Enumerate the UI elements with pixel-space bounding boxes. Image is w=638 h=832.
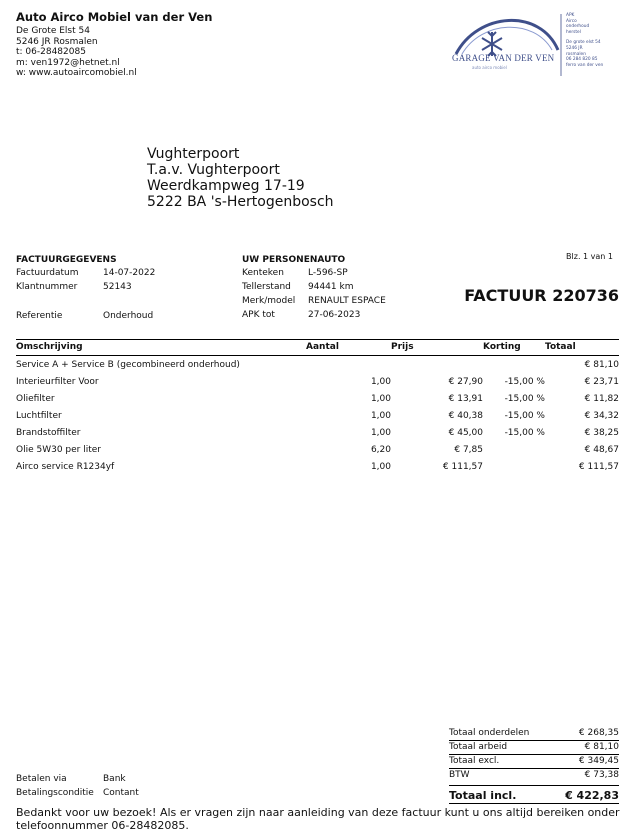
logo-brand: GARAGE VAN DER VEN xyxy=(452,53,555,63)
vat-value: € 73,38 xyxy=(584,770,619,780)
reference-label: Referentie xyxy=(16,311,63,321)
table-row: Brandstoffilter 1,00 € 45,00 -15,00 % € 38,25 xyxy=(16,427,619,438)
apk-value: 27-06-2023 xyxy=(308,310,361,320)
grand-total-underline xyxy=(449,803,619,804)
page-indicator: Blz. 1 van 1 xyxy=(566,252,613,261)
company-city: 5246 JR Rosmalen xyxy=(16,36,98,47)
total-excl-row xyxy=(449,756,619,769)
company-website: w: www.autoaircomobiel.nl xyxy=(16,68,137,78)
total-excl-value: € 349,45 xyxy=(578,756,619,766)
recipient-street: Weerdkampweg 17-19 xyxy=(147,178,305,194)
recipient-attention: T.a.v. Vughterpoort xyxy=(147,162,280,178)
payment-method-value: Bank xyxy=(103,774,126,784)
car-info-heading: UW PERSONENAUTO xyxy=(242,255,346,265)
odometer-label: Tellerstand xyxy=(242,282,291,292)
items-table xyxy=(16,339,619,475)
col-total: Totaal xyxy=(545,340,619,356)
footer-line-2: telefoonnummer 06-28482085. xyxy=(16,819,189,832)
table-row: Luchtfilter 1,00 € 40,38 -15,00 % € 34,32 xyxy=(16,410,619,421)
invoice-info-heading: FACTUURGEGEVENS xyxy=(16,255,117,265)
license-plate-label: Kenteken xyxy=(242,268,284,278)
grand-total-rule xyxy=(449,785,619,786)
table-header-row xyxy=(16,340,619,356)
recipient-city: 5222 BA 's-Hertogenbosch xyxy=(147,194,334,210)
odometer-value: 94441 km xyxy=(308,282,354,292)
total-parts-row xyxy=(449,728,619,741)
invoice-date-value: 14-07-2022 xyxy=(103,268,156,278)
logo-side-text: APK Airco onderhoud herstel De grote elst 54 5246 JR rosmalen 06 284 820 85 ferro van der ven xyxy=(566,13,604,68)
payment-terms-value: Contant xyxy=(103,788,139,798)
invoice-title: FACTUUR 220736 xyxy=(464,286,619,305)
company-street: De Grote Elst 54 xyxy=(16,26,90,36)
invoice-date-label: Factuurdatum xyxy=(16,268,79,278)
apk-label: APK tot xyxy=(242,310,275,320)
total-parts-value: € 268,35 xyxy=(578,728,619,738)
payment-terms-label: Betalingsconditie xyxy=(16,788,94,798)
vat-label: BTW xyxy=(449,770,470,780)
total-labor-row xyxy=(449,742,619,755)
col-price: Prijs xyxy=(391,340,483,356)
company-logo xyxy=(448,10,626,80)
grand-total-label: Totaal incl. xyxy=(449,789,517,802)
customer-number-value: 52143 xyxy=(103,282,132,292)
footer-note xyxy=(16,806,626,832)
recipient-name: Vughterpoort xyxy=(147,146,240,162)
grand-total-row xyxy=(449,789,619,802)
table-row: Interieurfilter Voor 1,00 € 27,90 -15,00 % € 23,71 xyxy=(16,376,619,387)
company-phone: t: 06-28482085 xyxy=(16,47,86,57)
table-row: Airco service R1234yf 1,00 € 111,57 € 111,57 xyxy=(16,461,619,472)
recipient-address xyxy=(147,146,334,210)
reference-value: Onderhoud xyxy=(103,311,154,321)
total-labor-value: € 81,10 xyxy=(584,742,619,752)
make-model-value: RENAULT ESPACE xyxy=(308,296,386,306)
grand-total-value: € 422,83 xyxy=(565,789,619,802)
payment-method-label: Betalen via xyxy=(16,774,67,784)
license-plate-value: L-596-SP xyxy=(308,268,348,278)
logo-tagline: auto airco mobiel xyxy=(472,65,507,70)
table-row: Olie 5W30 per liter 6,20 € 7,85 € 48,67 xyxy=(16,444,619,455)
col-discount: Korting xyxy=(483,340,545,356)
footer-line-1: Bedankt voor uw bezoek! Als er vragen zijn naar aanleiding van deze factuur kunt u ons altijd bereiken onder xyxy=(16,806,620,819)
table-row: Oliefilter 1,00 € 13,91 -15,00 % € 11,82 xyxy=(16,393,619,404)
total-parts-label: Totaal onderdelen xyxy=(449,728,530,738)
table-row: Service A + Service B (gecombineerd onderhoud) € 81,10 xyxy=(16,359,619,370)
company-email: m: ven1972@hetnet.nl xyxy=(16,57,120,68)
vat-row xyxy=(449,770,619,782)
total-labor-label: Totaal arbeid xyxy=(449,742,508,752)
col-quantity: Aantal xyxy=(306,340,391,356)
make-model-label: Merk/model xyxy=(242,296,296,306)
company-name: Auto Airco Mobiel van der Ven xyxy=(16,10,213,24)
company-block xyxy=(16,10,212,79)
col-description: Omschrijving xyxy=(16,340,306,356)
total-excl-label: Totaal excl. xyxy=(449,756,500,766)
customer-number-label: Klantnummer xyxy=(16,282,78,292)
